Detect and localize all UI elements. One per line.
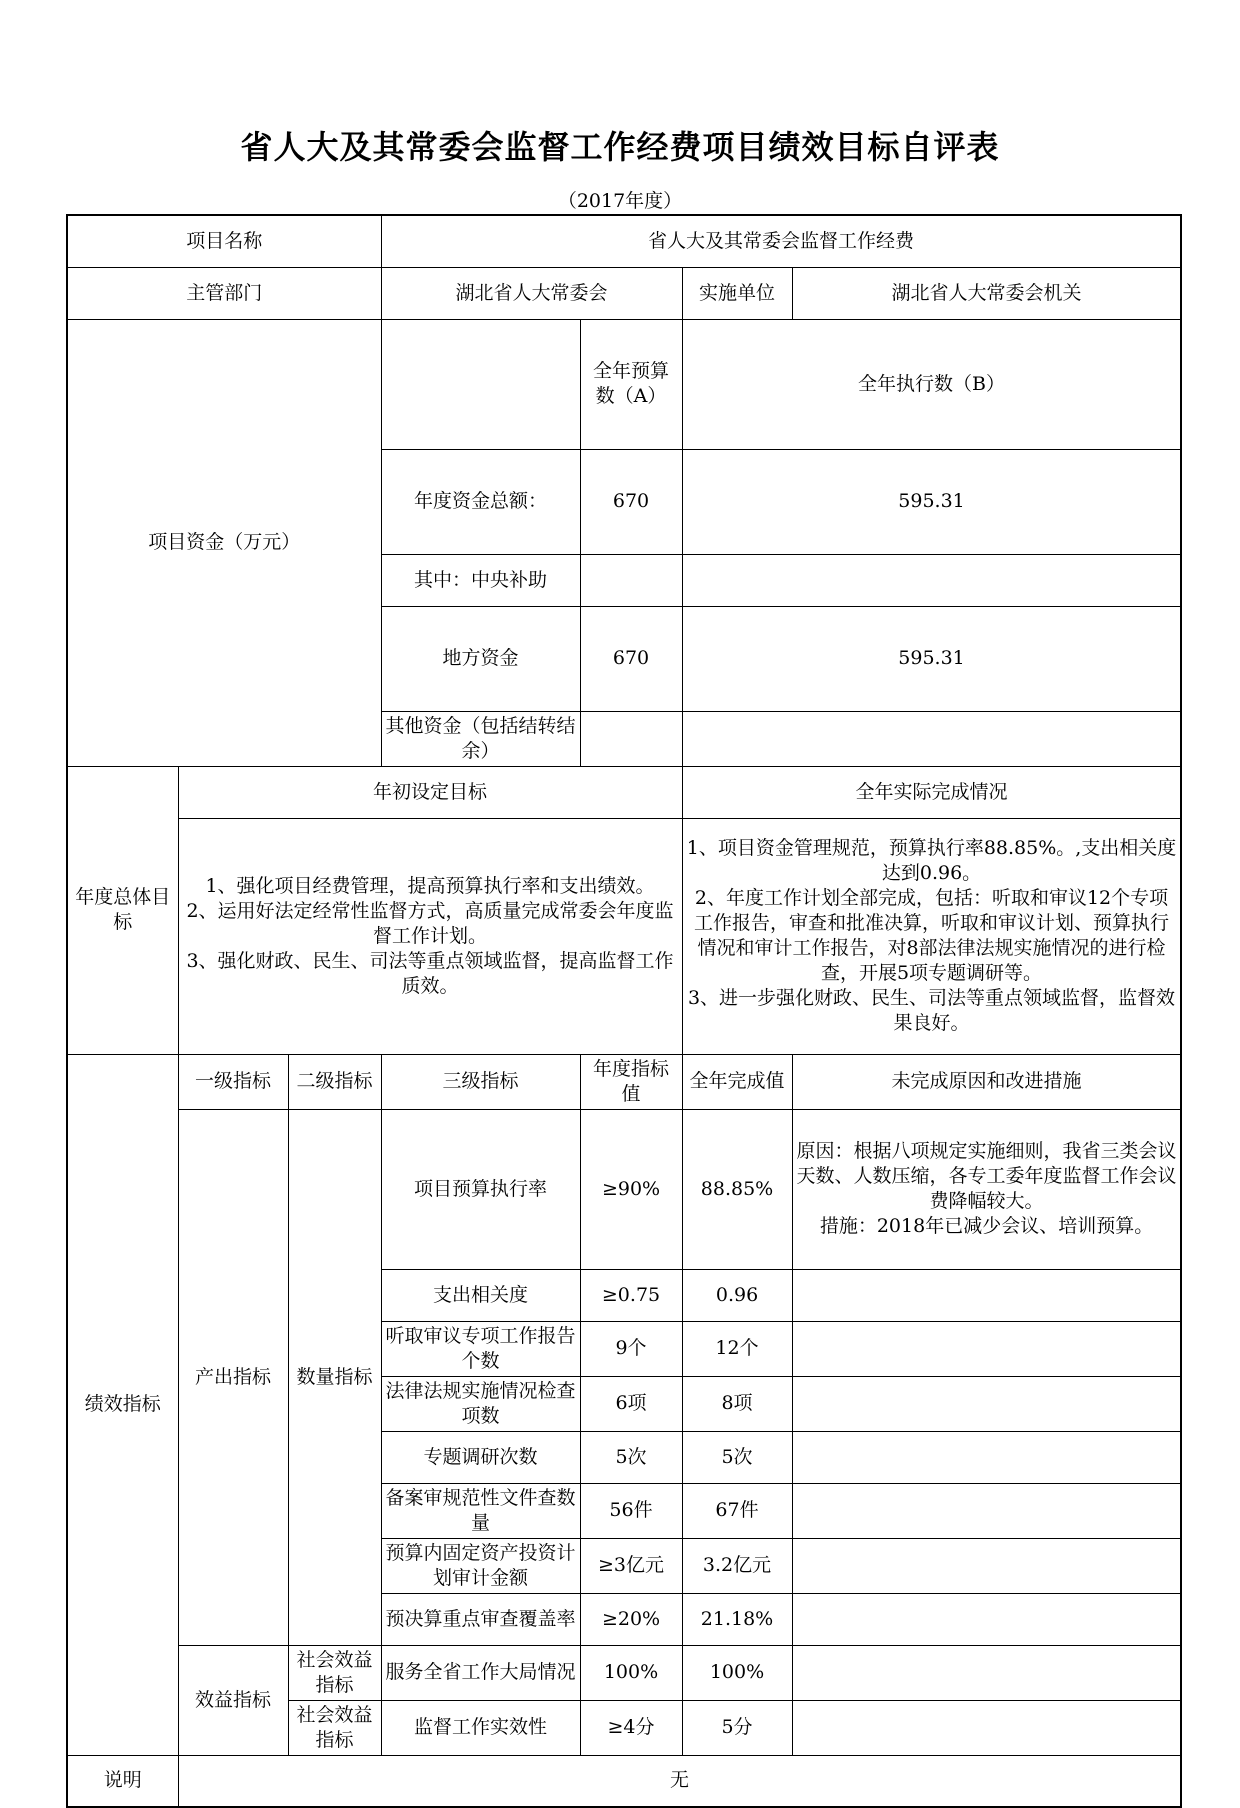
indicator-done: 21.18% bbox=[682, 1593, 792, 1645]
indicator-done: 5分 bbox=[682, 1700, 792, 1755]
indicator-name: 法律法规实施情况检查项数 bbox=[381, 1376, 580, 1431]
quantity-indicators-label: 数量指标 bbox=[288, 1109, 381, 1645]
funds-row-exec: 595.31 bbox=[682, 449, 1181, 554]
indicator-target: 9个 bbox=[580, 1321, 682, 1376]
indicator-reason bbox=[792, 1645, 1181, 1700]
funds-row-exec bbox=[682, 554, 1181, 606]
benefit-level2: 社会效益指标 bbox=[288, 1700, 381, 1755]
indicator-name: 预决算重点审查覆盖率 bbox=[381, 1593, 580, 1645]
indicator-name: 服务全省工作大局情况 bbox=[381, 1645, 580, 1700]
set-goals-header: 年初设定目标 bbox=[178, 766, 682, 818]
annual-goals-label: 年度总体目标 bbox=[67, 766, 178, 1054]
indicators-header-row bbox=[67, 1054, 1181, 1109]
page-subtitle-year: （2017年度） bbox=[557, 190, 683, 212]
indicator-done: 3.2亿元 bbox=[682, 1538, 792, 1593]
funds-row-exec: 595.31 bbox=[682, 606, 1181, 711]
goals-header-row bbox=[67, 766, 1181, 818]
indicator-target: ≥90% bbox=[580, 1109, 682, 1269]
indicator-reason bbox=[792, 1538, 1181, 1593]
indicator-target: 5次 bbox=[580, 1431, 682, 1483]
indicator-done: 12个 bbox=[682, 1321, 792, 1376]
page-title: 省人大及其常委会监督工作经费项目绩效目标自评表 bbox=[240, 128, 1000, 166]
indicator-reason bbox=[792, 1321, 1181, 1376]
performance-indicators-label: 绩效指标 bbox=[67, 1054, 178, 1755]
indicator-reason bbox=[792, 1431, 1181, 1483]
indicator-name: 备案审规范性文件查数量 bbox=[381, 1483, 580, 1538]
indicator-reason bbox=[792, 1269, 1181, 1321]
funds-header-blank bbox=[381, 319, 580, 449]
actual-completion-header: 全年实际完成情况 bbox=[682, 766, 1181, 818]
actual-completion-text: 1、项目资金管理规范，预算执行率88.85%。,支出相关度达到0.96。 2、年度工作计划全部完成，包括：听取和审议12个专项工作报告，审查和批准决算，听取和审议计划、预算执行情况和审计工作报告，对8部法律法规实施情况的进行检查，开展5项专题调研等。 3、进一步强化财政、民生、司法等重点领域监督，监督效果良好。 bbox=[682, 818, 1181, 1054]
indicator-done: 8项 bbox=[682, 1376, 792, 1431]
department-value: 湖北省人大常委会 bbox=[381, 267, 682, 319]
indicator-name: 项目预算执行率 bbox=[381, 1109, 580, 1269]
funds-row-budget bbox=[580, 554, 682, 606]
funds-row-budget: 670 bbox=[580, 606, 682, 711]
funds-row-label: 其中：中央补助 bbox=[381, 554, 580, 606]
indicator-reason bbox=[792, 1376, 1181, 1431]
department-label: 主管部门 bbox=[67, 267, 381, 319]
note-label: 说明 bbox=[67, 1755, 178, 1807]
benefit-level2: 社会效益指标 bbox=[288, 1645, 381, 1700]
indicator-reason bbox=[792, 1700, 1181, 1755]
indicator-name: 支出相关度 bbox=[381, 1269, 580, 1321]
note-row bbox=[67, 1755, 1181, 1807]
indicator-reason: 原因：根据八项规定实施细则，我省三类会议天数、人数压缩，各专工委年度监督工作会议费降幅较大。 措施：2018年已减少会议、培训预算。 bbox=[792, 1109, 1181, 1269]
funds-row-budget: 670 bbox=[580, 449, 682, 554]
funds-row-exec bbox=[682, 711, 1181, 766]
indicator-name: 专题调研次数 bbox=[381, 1431, 580, 1483]
department-row bbox=[67, 267, 1181, 319]
indicator-target: 56件 bbox=[580, 1483, 682, 1538]
benefit-indicators-label: 效益指标 bbox=[178, 1645, 288, 1755]
level3-header: 三级指标 bbox=[381, 1054, 580, 1109]
indicator-done: 100% bbox=[682, 1645, 792, 1700]
completed-value-header: 全年完成值 bbox=[682, 1054, 792, 1109]
funds-row-budget bbox=[580, 711, 682, 766]
set-goals-text: 1、强化项目经费管理，提高预算执行率和支出绩效。 2、运用好法定经常性监督方式，高质量完成常委会年度监督工作计划。 3、强化财政、民生、司法等重点领域监督，提高监督工作质效。 bbox=[178, 818, 682, 1054]
funds-row-label: 其他资金（包括结转结余） bbox=[381, 711, 580, 766]
project-name-label: 项目名称 bbox=[67, 215, 381, 267]
implementing-unit-label: 实施单位 bbox=[682, 267, 792, 319]
goals-content-row bbox=[67, 818, 1181, 1054]
indicator-row bbox=[67, 1109, 1181, 1269]
indicator-target: ≥0.75 bbox=[580, 1269, 682, 1321]
funds-row-label: 地方资金 bbox=[381, 606, 580, 711]
project-name-value: 省人大及其常委会监督工作经费 bbox=[381, 215, 1181, 267]
indicator-done: 67件 bbox=[682, 1483, 792, 1538]
indicator-name: 监督工作实效性 bbox=[381, 1700, 580, 1755]
indicator-done: 0.96 bbox=[682, 1269, 792, 1321]
indicator-name: 预算内固定资产投资计划审计金额 bbox=[381, 1538, 580, 1593]
indicator-target: 6项 bbox=[580, 1376, 682, 1431]
level1-header: 一级指标 bbox=[178, 1054, 288, 1109]
executed-column-header: 全年执行数（B） bbox=[682, 319, 1181, 449]
implementing-unit-value: 湖北省人大常委会机关 bbox=[792, 267, 1181, 319]
evaluation-table bbox=[66, 214, 1182, 1808]
output-indicators-label: 产出指标 bbox=[178, 1109, 288, 1645]
reason-header: 未完成原因和改进措施 bbox=[792, 1054, 1181, 1109]
indicator-target: ≥20% bbox=[580, 1593, 682, 1645]
benefit-indicator-row bbox=[67, 1645, 1181, 1700]
funds-header-row bbox=[67, 319, 1181, 449]
indicator-target: ≥4分 bbox=[580, 1700, 682, 1755]
indicator-done: 5次 bbox=[682, 1431, 792, 1483]
indicator-done: 88.85% bbox=[682, 1109, 792, 1269]
indicator-target: 100% bbox=[580, 1645, 682, 1700]
indicator-reason bbox=[792, 1483, 1181, 1538]
indicator-name: 听取审议专项工作报告个数 bbox=[381, 1321, 580, 1376]
note-value: 无 bbox=[178, 1755, 1181, 1807]
indicator-reason bbox=[792, 1593, 1181, 1645]
funds-row-label: 年度资金总额： bbox=[381, 449, 580, 554]
target-value-header: 年度指标值 bbox=[580, 1054, 682, 1109]
indicator-target: ≥3亿元 bbox=[580, 1538, 682, 1593]
project-name-row bbox=[67, 215, 1181, 267]
budget-column-header: 全年预算数（A） bbox=[580, 319, 682, 449]
funds-label: 项目资金（万元） bbox=[67, 319, 381, 766]
level2-header: 二级指标 bbox=[288, 1054, 381, 1109]
